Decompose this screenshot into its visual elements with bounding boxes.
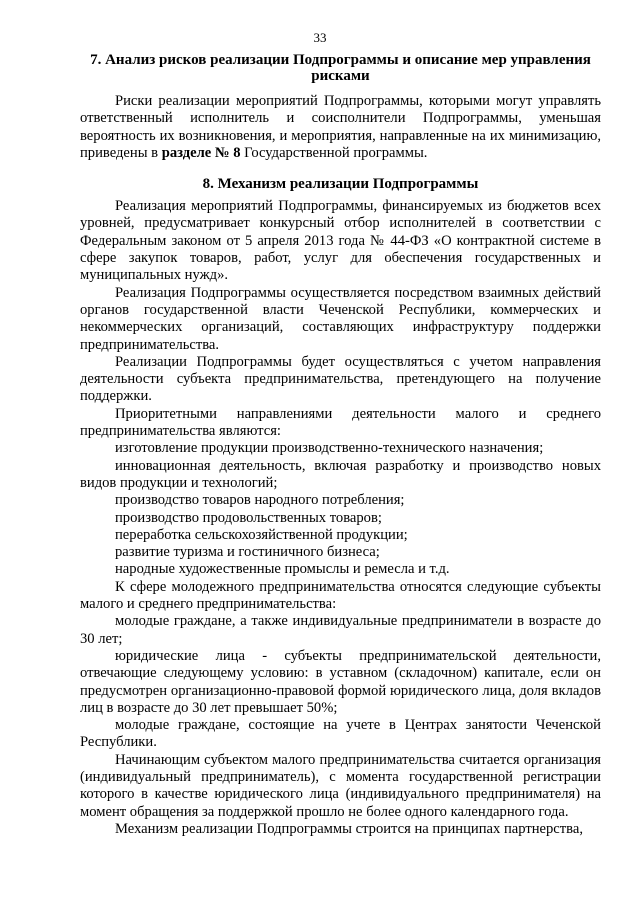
list-item: изготовление продукции производственно-технического назначения; — [115, 440, 544, 457]
page-content — [80, 52, 601, 838]
paragraph-procurement: Реализация мероприятий Подпрограммы, финансируемых из бюджетов всех уровней, предусматривает конкурсный отбор исполнителей в соответствии с Федеральным законом от 5 апреля 2013 года № 44-ФЗ «О контрактной системе в сфере закупок товаров, работ, услуг для обеспечения государственных и муниципальных нужд». — [80, 198, 601, 284]
paragraph-startup: Начинающим субъектом малого предпринимательства считается организация (индивидуальный предприниматель), с момента государственной регистрации которого в качестве юридического лица (индивидуального предпринимателя) на момент обращения за поддержкой прошло не более одного календарного года. — [80, 751, 601, 820]
list-item: юридические лица - субъекты предпринимательской деятельности, отвечающие следующему условию: в уставном (складочном) капитале, если он предусмотрен организационно-правовой формой юридического лица, доля вкладов лиц в возрасте до 30 лет превышает 50%; — [80, 647, 601, 716]
section-7-heading: 7. Анализ рисков реализации Подпрограммы и описание мер управления рисками — [90, 52, 591, 84]
list-item: производство товаров народного потребления; — [115, 492, 405, 509]
section-7-paragraph — [80, 93, 601, 162]
section-8-heading: 8. Механизм реализации Подпрограммы — [202, 176, 479, 193]
paragraph-youth-intro: К сфере молодежного предпринимательства относятся следующие субъекты малого и среднего предпринимательства: — [80, 578, 601, 613]
list-item: переработка сельскохозяйственной продукции; — [115, 526, 408, 543]
youth-list — [80, 613, 601, 751]
priority-list — [80, 440, 601, 578]
list-item: инновационная деятельность, включая разработку и производство новых видов продукции и технологий; — [80, 457, 601, 491]
paragraph-interaction: Реализация Подпрограммы осуществляется посредством взаимных действий органов государственной власти Чеченской Республики, коммерческих и некоммерческих организаций, составляющих инфраструктуру поддержки предпринимательства. — [80, 284, 601, 353]
section-7-text-after: Государственной программы. — [240, 144, 428, 161]
list-item: народные художественные промыслы и ремесла и т.д. — [115, 561, 450, 578]
list-item: молодые граждане, а также индивидуальные предприниматели в возрасте до 30 лет; — [80, 613, 601, 647]
paragraph-priorities-intro: Приоритетными направлениями деятельности малого и среднего предпринимательства являются: — [80, 405, 601, 440]
list-item: производство продовольственных товаров; — [115, 509, 382, 526]
section-7-text-before: Риски реализации мероприятий Подпрограммы, которыми могут управлять ответственный исполнитель и соисполнители Подпрограммы, уменьшая вероятность их возникновения, и мероприятия, направленные на их минимизацию, приведены в — [80, 93, 601, 161]
paragraph-mechanism: Механизм реализации Подпрограммы строится на принципах партнерства, — [115, 820, 583, 837]
page-number: 33 — [313, 30, 327, 45]
list-item: развитие туризма и гостиничного бизнеса; — [115, 544, 380, 561]
section-reference: разделе № 8 — [161, 144, 241, 161]
paragraph-direction: Реализации Подпрограммы будет осуществляться с учетом направления деятельности субъекта предпринимательства, претендующего на получение поддержки. — [80, 353, 601, 405]
list-item: молодые граждане, состоящие на учете в Центрах занятости Чеченской Республики. — [80, 717, 601, 751]
